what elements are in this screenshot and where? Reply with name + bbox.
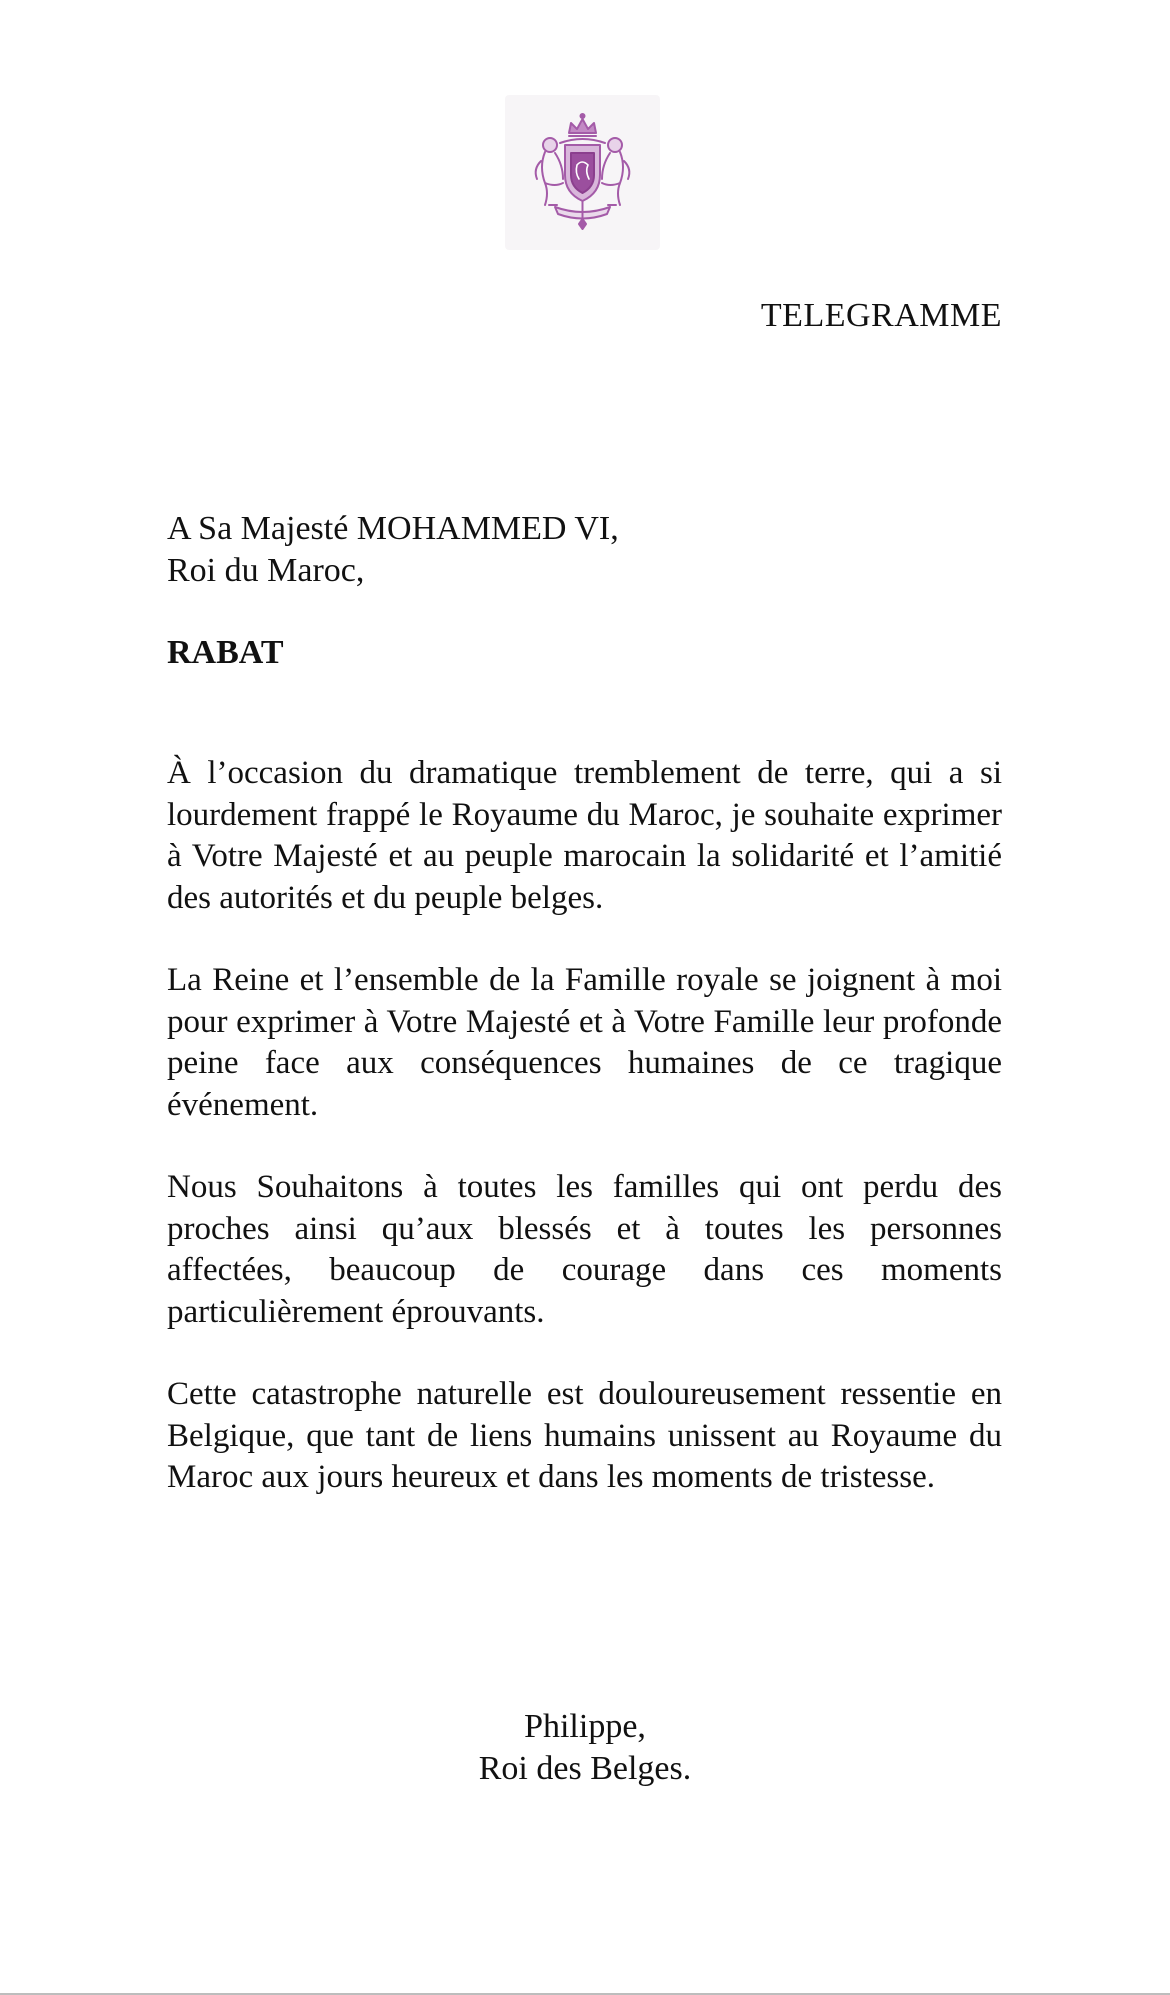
message-paragraph: Cette catastrophe naturelle est douloureusement ressentie en Belgique, que tant de liens humains unissent au Royaume du Maroc aux jours heureux et dans les moments de tristesse.: [167, 1376, 1002, 1495]
addressee-block: [167, 508, 619, 592]
signature-block: [0, 1706, 1170, 1790]
addressee-title: Roi du Maroc,: [167, 552, 365, 589]
addressee-city: RABAT: [167, 634, 284, 671]
document-type-heading: TELEGRAMME: [760, 297, 1002, 334]
royal-coat-of-arms-icon: [505, 95, 660, 250]
message-body: [167, 753, 1002, 1540]
message-paragraph: La Reine et l’ensemble de la Famille royale se joignent à moi pour exprimer à Votre Majesté et à Votre Famille leur profonde peine face aux conséquences humaines de ce tragique événement.: [167, 962, 1002, 1123]
message-paragraph: Nous Souhaitons à toutes les familles qui ont perdu des proches ainsi qu’aux blessés et à toutes les personnes affectées, beaucoup de courage dans ces moments particulièrement éprouvants.: [167, 1169, 1002, 1330]
message-paragraph: À l’occasion du dramatique tremblement de terre, qui a si lourdement frappé le Royaume du Maroc, je souhaite exprimer à Votre Majesté et au peuple marocain la solidarité et l’amitié des autorités et du peuple belges.: [167, 755, 1002, 916]
signature-title: Roi des Belges.: [478, 1750, 692, 1787]
addressee-name: A Sa Majesté MOHAMMED VI,: [167, 510, 619, 547]
signature-name: Philippe,: [524, 1708, 646, 1745]
